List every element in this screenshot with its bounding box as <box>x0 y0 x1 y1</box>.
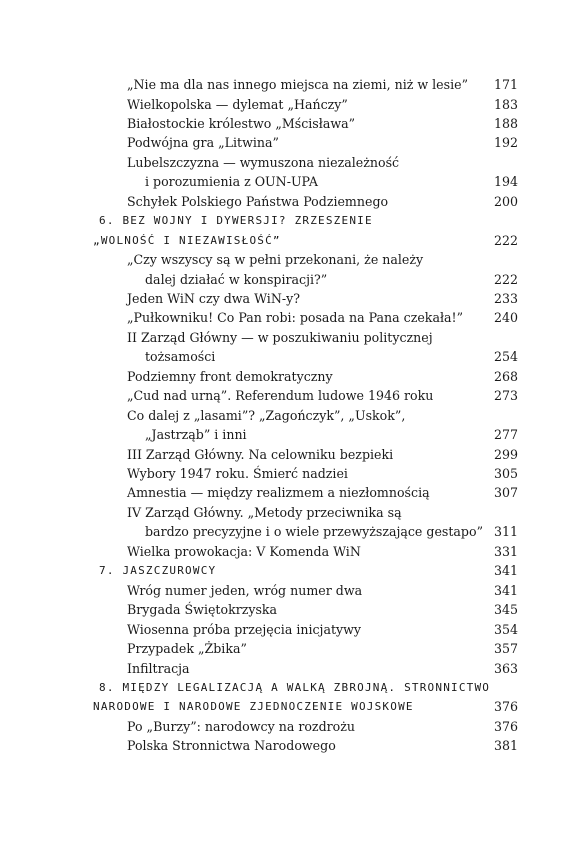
page-number: 171 <box>493 77 518 92</box>
toc-entry <box>0 95 582 114</box>
page-number: 183 <box>493 96 518 112</box>
toc-entry <box>0 464 582 483</box>
page-number: 233 <box>493 290 518 306</box>
section-title: Przypadek „Żbika” <box>127 641 247 656</box>
page-number: 273 <box>493 388 518 404</box>
chapter-title: 8. MIĘDZY LEGALIZACJĄ A WALKĄ ZBROJNĄ. STRONNICTWO <box>99 680 491 694</box>
section-title: „Jastrząb” i inni <box>145 427 247 443</box>
toc-entry <box>0 503 582 522</box>
section-title: Lubelszczyzna — wymuszona niezależność <box>127 154 400 170</box>
toc-entry <box>0 347 582 366</box>
page-number: 354 <box>493 621 518 637</box>
section-title: Wybory 1947 roku. Śmierć nadziei <box>127 466 348 481</box>
chapter-title: 6. BEZ WOJNY I DYWERSJI? ZRZESZENIE <box>99 214 373 228</box>
toc-entry <box>0 308 582 327</box>
section-title: „Czy wszyscy są w pełni przekonani, że należy <box>127 252 424 267</box>
toc-entry <box>0 600 582 619</box>
section-title: „Pułkowniku! Co Pan robi: posada na Pana czekała!” <box>127 310 464 326</box>
page-number: 341 <box>493 563 518 579</box>
toc-entry <box>0 250 582 269</box>
page-number: 222 <box>493 232 518 248</box>
section-title: „Cud nad urną”. Referendum ludowe 1946 roku <box>127 388 434 404</box>
chapter-entry <box>0 678 582 697</box>
page-number: 240 <box>493 310 518 326</box>
toc-entry <box>0 75 582 94</box>
section-title: IV Zarząd Główny. „Metody przeciwnika są <box>127 504 402 520</box>
section-title: Po „Burzy”: narodowcy na rozdrożu <box>127 718 355 734</box>
section-title: Białostockie królestwo „Mścisława” <box>127 115 356 131</box>
toc-entry <box>0 581 582 600</box>
toc-entry <box>0 328 582 347</box>
page-number: 277 <box>493 427 518 443</box>
section-title: Brygada Świętokrzyska <box>127 602 278 618</box>
toc-entry <box>0 483 582 502</box>
page-number: 268 <box>493 368 518 384</box>
toc-entry <box>0 736 582 755</box>
section-title: Podwójna gra „Litwina” <box>127 135 279 151</box>
page-number: 254 <box>493 349 518 365</box>
toc-entry <box>0 717 582 736</box>
section-title: Podziemny front demokratyczny <box>127 368 333 384</box>
section-title: Wielkopolska — dylemat „Hańczy” <box>127 96 348 112</box>
section-title: Wielka prowokacja: V Komenda WiN <box>127 543 361 559</box>
chapter-title: NARODOWE I NARODOWE ZJEDNOCZENIE WOJSKOWE <box>93 700 414 714</box>
toc-entry <box>0 133 582 152</box>
toc-entry <box>0 172 582 191</box>
section-title: „Nie ma dla nas innego miejsca na ziemi, niż w lesie” <box>127 77 469 92</box>
toc-entry <box>0 445 582 464</box>
page-number: 381 <box>493 738 518 754</box>
toc-entry <box>0 425 582 444</box>
section-title: tożsamości <box>145 349 216 365</box>
page-number: 376 <box>493 699 518 715</box>
page-number: 357 <box>493 641 518 656</box>
page-number: 299 <box>493 446 518 462</box>
section-title: Wiosenna próba przejęcia inicjatywy <box>127 621 362 637</box>
chapter-entry <box>0 231 582 250</box>
section-title: Jeden WiN czy dwa WiN-y? <box>127 290 300 306</box>
section-title: Polska Stronnictwa Narodowego <box>127 738 336 754</box>
chapter-title: „WOLNOŚĆ I NIEZAWISŁOŚĆ” <box>93 233 281 247</box>
page-number: 331 <box>493 543 518 559</box>
section-title: Infiltracja <box>127 660 190 676</box>
toc-entry <box>0 270 582 289</box>
page-number: 192 <box>493 135 518 151</box>
toc-entry <box>0 114 582 133</box>
toc-entry <box>0 192 582 211</box>
section-title: dalej działać w konspiracji?” <box>145 271 328 287</box>
page-number: 188 <box>493 115 518 131</box>
section-title: II Zarząd Główny — w poszukiwaniu politycznej <box>127 329 433 345</box>
page-number: 345 <box>493 602 518 618</box>
page-number: 311 <box>493 524 518 540</box>
page-number: 200 <box>493 193 518 209</box>
chapter-entry <box>0 697 582 716</box>
toc-entry <box>0 542 582 561</box>
toc-entry <box>0 639 582 658</box>
section-title: bardzo precyzyjne i o wiele przewyższające gestapo” <box>145 524 484 540</box>
page-number: 363 <box>493 660 518 676</box>
section-title: Co dalej z „lasami”? „Zagończyk”, „Uskok”, <box>127 407 406 423</box>
toc-entry <box>0 289 582 308</box>
section-title: III Zarząd Główny. Na celowniku bezpieki <box>127 446 394 462</box>
page-number: 194 <box>493 174 518 190</box>
toc-entry <box>0 153 582 172</box>
section-title: i porozumienia z OUN-UPA <box>145 174 318 190</box>
toc-entry <box>0 659 582 678</box>
page-number: 305 <box>493 466 518 481</box>
chapter-title: 7. JASZCZUROWCY <box>99 564 217 578</box>
toc-entry <box>0 386 582 405</box>
page-number: 222 <box>493 271 518 287</box>
toc-entry <box>0 620 582 639</box>
page-number: 376 <box>493 718 518 734</box>
section-title: Amnestia — między realizmem a niezłomnością <box>127 485 430 501</box>
toc-entry <box>0 367 582 386</box>
section-title: Wróg numer jeden, wróg numer dwa <box>127 582 363 598</box>
section-title: Schyłek Polskiego Państwa Podziemnego <box>127 193 389 209</box>
chapter-entry <box>0 211 582 230</box>
page-number: 307 <box>493 485 518 501</box>
toc-entry <box>0 406 582 425</box>
page-number: 341 <box>493 582 518 598</box>
chapter-entry <box>0 561 582 580</box>
toc-entry <box>0 522 582 541</box>
